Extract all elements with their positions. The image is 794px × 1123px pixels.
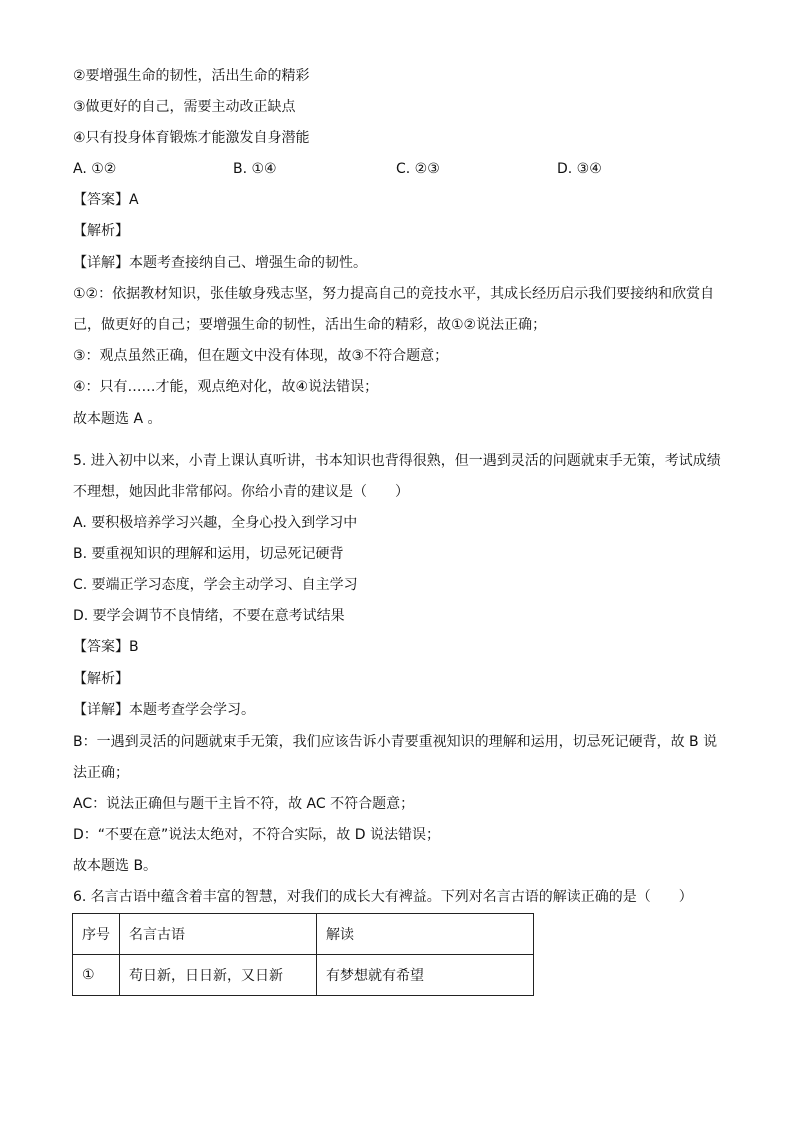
option-4-line: ④只有投身体育锻炼才能激发自身潜能 (73, 130, 310, 146)
detail-text: B：一遇到灵活的问题就束手无策，我们应该告诉小青要重视知识的理解和运用，切忌死记硬背，故 B 说 (73, 734, 718, 750)
answer-label: 【答案】B (73, 639, 139, 655)
question-5-option-d: D. 要学会调节不良情绪，不要在意考试结果 (73, 608, 345, 624)
detail-text: ③：观点虽然正确，但在题文中没有体现，故③不符合题意； (73, 348, 449, 364)
question-5-option-a: A. 要积极培养学习兴趣，全身心投入到学习中 (73, 515, 358, 531)
option-2-line: ②要增强生命的韧性，活出生命的精彩 (73, 68, 310, 84)
answer-label: 【答案】A (73, 192, 139, 208)
detail-text: 故本题选 A 。 (73, 411, 162, 427)
table-header-cell: 名言古语 (120, 914, 317, 955)
detail-text: ①②：依据教材知识，张佳敏身残志坚，努力提高自己的竞技水平，其成长经历启示我们要接纳和欣赏自 (73, 286, 715, 302)
question-6-text: 6. 名言古语中蕴含着丰富的智慧，对我们的成长大有裨益。下列对名言古语的解读正确的是（ ） (73, 889, 693, 905)
table-header-cell: 序号 (73, 914, 120, 955)
detail-text: 【详解】本题考查学会学习。 (73, 702, 255, 718)
detail-text: 【详解】本题考查接纳自己、增强生命的韧性。 (73, 255, 367, 271)
quotes-table (72, 913, 534, 996)
choice-b: B. ①④ (233, 161, 277, 177)
table-header-cell: 解读 (317, 914, 534, 955)
choice-c: C. ②③ (396, 161, 440, 177)
table-header-row (73, 914, 534, 955)
detail-text: AC：说法正确但与题干主旨不符，故 AC 不符合题意； (73, 796, 415, 812)
detail-text: ④：只有……才能，观点绝对化，故④说法错误； (73, 379, 379, 395)
question-5-option-c: C. 要端正学习态度，学会主动学习、自主学习 (73, 577, 358, 593)
question-5-text: 不理想，她因此非常郁闷。你给小青的建议是（ ） (73, 484, 409, 500)
choice-a: A. ①② (73, 161, 117, 177)
detail-text: 法正确； (73, 765, 129, 781)
table-cell: 有梦想就有希望 (317, 955, 534, 996)
analysis-label: 【解析】 (73, 223, 129, 239)
table-cell: 苟日新，日日新，又日新 (120, 955, 317, 996)
table-row (73, 955, 534, 996)
analysis-label: 【解析】 (73, 671, 129, 687)
table-cell: ① (73, 955, 120, 996)
choice-d: D. ③④ (557, 161, 602, 177)
question-5-text: 5. 进入初中以来，小青上课认真听讲，书本知识也背得很熟，但一遇到灵活的问题就束手无策，考试成绩 (73, 453, 721, 469)
detail-text: D：“不要在意”说法太绝对，不符合实际，故 D 说法错误； (73, 827, 440, 843)
question-5-option-b: B. 要重视知识的理解和运用，切忌死记硬背 (73, 546, 344, 562)
option-3-line: ③做更好的自己，需要主动改正缺点 (73, 99, 296, 115)
detail-text: 己，做更好的自己；要增强生命的韧性，活出生命的精彩，故①②说法正确； (73, 317, 547, 333)
detail-text: 故本题选 B。 (73, 858, 158, 874)
